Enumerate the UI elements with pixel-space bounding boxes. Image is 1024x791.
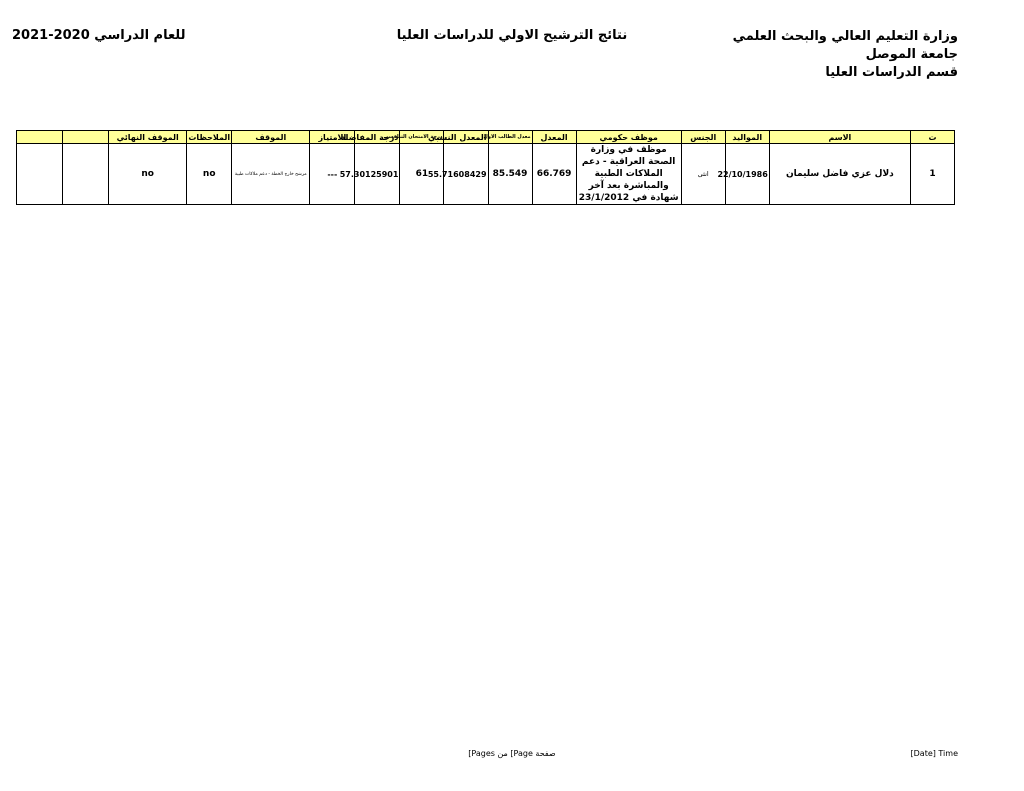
cell-extra1 <box>63 144 109 205</box>
ministry-name: وزارة التعليم العالي والبحث العلمي <box>732 29 958 44</box>
date-time-footer: Date] Time] <box>910 749 958 758</box>
col-header-extra1 <box>63 131 109 144</box>
cell-final-status: no <box>109 144 187 205</box>
cell-status: مرشح خارج الخطة - دعم ملاكات طبية <box>232 144 310 205</box>
cell-birth: 22/10/1986 <box>725 144 769 205</box>
cell-notes: no <box>187 144 232 205</box>
cell-extra2 <box>17 144 63 205</box>
cell-seq: 1 <box>910 144 954 205</box>
table-header-row <box>17 131 955 144</box>
col-header-gender: الجنس <box>681 131 725 144</box>
col-header-extra2 <box>17 131 63 144</box>
academic-year: للعام الدراسي 2020-2021 <box>12 28 186 43</box>
col-header-seq: ت <box>910 131 954 144</box>
col-header-status: الموقف <box>232 131 310 144</box>
department-name: قسم الدراسات العليا <box>825 65 958 80</box>
document-title: نتائج الترشيح الاولي للدراسات العليا <box>396 28 628 43</box>
cell-name: دلال عزي فاضل سليمان <box>769 144 910 205</box>
col-header-notes: الملاحظات <box>188 132 231 142</box>
cell-average: 66.769 <box>532 144 576 205</box>
col-header-distinction: الامتياز <box>310 131 355 144</box>
results-table <box>16 130 955 205</box>
cell-comparison-score: 57.30125901 <box>355 144 400 205</box>
col-header-average: المعدل <box>532 131 576 144</box>
page-number-footer: صفحة Page] من Pages] <box>468 749 556 758</box>
col-header-comparison-score: درجة المفاضلة <box>340 132 399 142</box>
col-header-name: الاسم <box>769 131 910 144</box>
cell-gov-employee: موظف في وزارة الصحة العراقية - دعم الملاكات الطبية والمباشرة بعد آخر شهادة في 23/1/2012 <box>576 144 681 205</box>
col-header-gov-employee: موظف حكومي <box>576 131 681 144</box>
col-header-final-status: الموقف النهائي <box>109 131 187 144</box>
col-header-competitive-exam: درجة الامتحان التنافسي <box>400 131 444 144</box>
col-header-first-student-avg: معدل الطالب الاول <box>488 131 532 144</box>
col-header-birth: المواليد <box>725 131 769 144</box>
university-name: جامعة الموصل <box>865 47 958 62</box>
cell-distinction: --- <box>310 144 355 205</box>
cell-relative-avg: 55.71608429 <box>444 144 488 205</box>
cell-competitive-exam: 61 <box>400 144 444 205</box>
col-header-relative-avg: المعدل النسبي <box>428 132 487 142</box>
table-row <box>17 144 955 205</box>
cell-gender: انثى <box>681 144 725 205</box>
cell-first-student-avg: 85.549 <box>488 144 532 205</box>
